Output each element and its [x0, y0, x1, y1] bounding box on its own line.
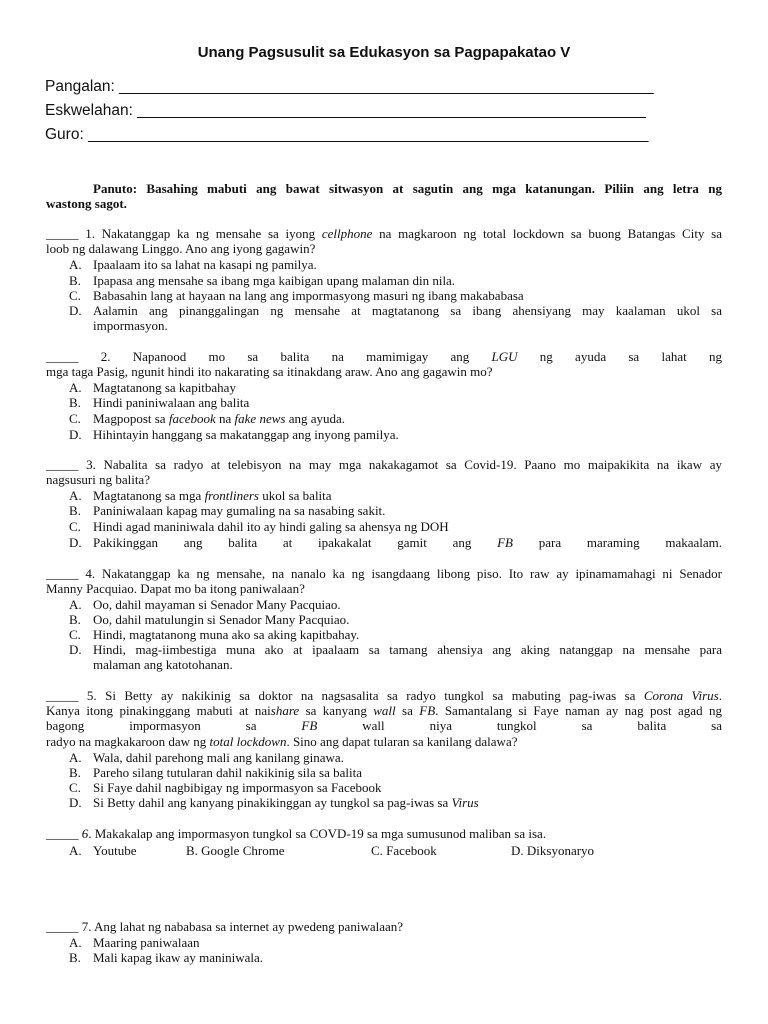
question-5-line-2: Kanya itong pinakinggang mabuti at naishare sa kanyang wall sa FB. Samantalang si Faye naman ay nag post agad ng — [46, 703, 722, 718]
question-5-line-3: bagong impormasyon sa FB wall niya tungkol sa balita sa — [46, 718, 722, 733]
question-5-line-4: radyo na magkakaroon daw ng total lockdown. Sino ang dapat tularan sa kanilang dalawa? — [46, 734, 518, 749]
question-6-option-d[interactable]: D. Diksyonaryo — [511, 843, 595, 858]
exam-title: Unang Pagsusulit sa Edukasyon sa Pagpapakatao V — [197, 44, 571, 61]
question-6-option-b[interactable]: B. Google Chrome — [186, 843, 285, 858]
instructions-line-1: Panuto: Basahing mabuti ang bawat sitwasyon at sagutin ang mga katanungan. Piliin ang letra ng — [93, 181, 722, 196]
question-2-line-2: mga taga Pasig, ngunit hindi ito nakarating sa itinakdang araw. Ano ang gagawin mo? — [46, 364, 493, 379]
question-2-line-1: _____ 2. Napanood mo sa balita na mamimigay ang LGU ng ayuda sa lahat ng — [46, 349, 722, 364]
question-3-line-1: _____ 3. Nabalita sa radyo at telebisyon na may mga nakakagamot sa Covid-19. Paano mo maipakikita na ikaw ay — [46, 457, 722, 472]
question-6-choices — [0, 843, 768, 858]
question-6-option-a[interactable]: Youtube — [93, 843, 137, 858]
question-6-option-c[interactable]: C. Facebook — [371, 843, 437, 858]
question-4-line-1: _____ 4. Nakatanggap ka ng mensahe, na nanalo ka ng isangdaang libong piso. Ito raw ay ipinamamahagi ni Senador — [46, 566, 722, 581]
instructions-line-2: wastong sagot. — [46, 196, 127, 211]
school-field[interactable]: Eskwelahan: ___________________________________________________________ — [45, 102, 646, 119]
question-7-line-1: _____ 7. Ang lahat ng nababasa sa internet ay pwedeng paniwalaan? — [46, 919, 404, 934]
name-field[interactable]: Pangalan: ______________________________________________________________ — [45, 78, 654, 95]
question-6-option-a-letter[interactable]: A. — [69, 843, 82, 858]
question-5-line-1: _____ 5. Si Betty ay nakikinig sa doktor na nagsasalita sa radyo tungkol sa mabuting pag-iwas sa Corona Virus. — [46, 688, 722, 703]
question-1-line-2: loob ng dalawang Linggo. Ano ang iyong gagawin? — [46, 241, 316, 256]
question-6-line-1: _____ 6. Makakalap ang impormasyon tungkol sa COVD-19 sa mga sumusunod maliban sa isa. — [46, 826, 547, 841]
question-4-line-2: Manny Pacquiao. Dapat mo ba itong paniwalaan? — [46, 581, 305, 596]
teacher-field[interactable]: Guro: _________________________________________________________________ — [45, 126, 649, 143]
question-1-line-1: _____ 1. Nakatanggap ka ng mensahe sa iyong cellphone na magkaroon ng total lockdown sa buong Batangas City sa — [46, 226, 722, 241]
question-3-line-2: nagsusuri ng balita? — [46, 472, 150, 487]
